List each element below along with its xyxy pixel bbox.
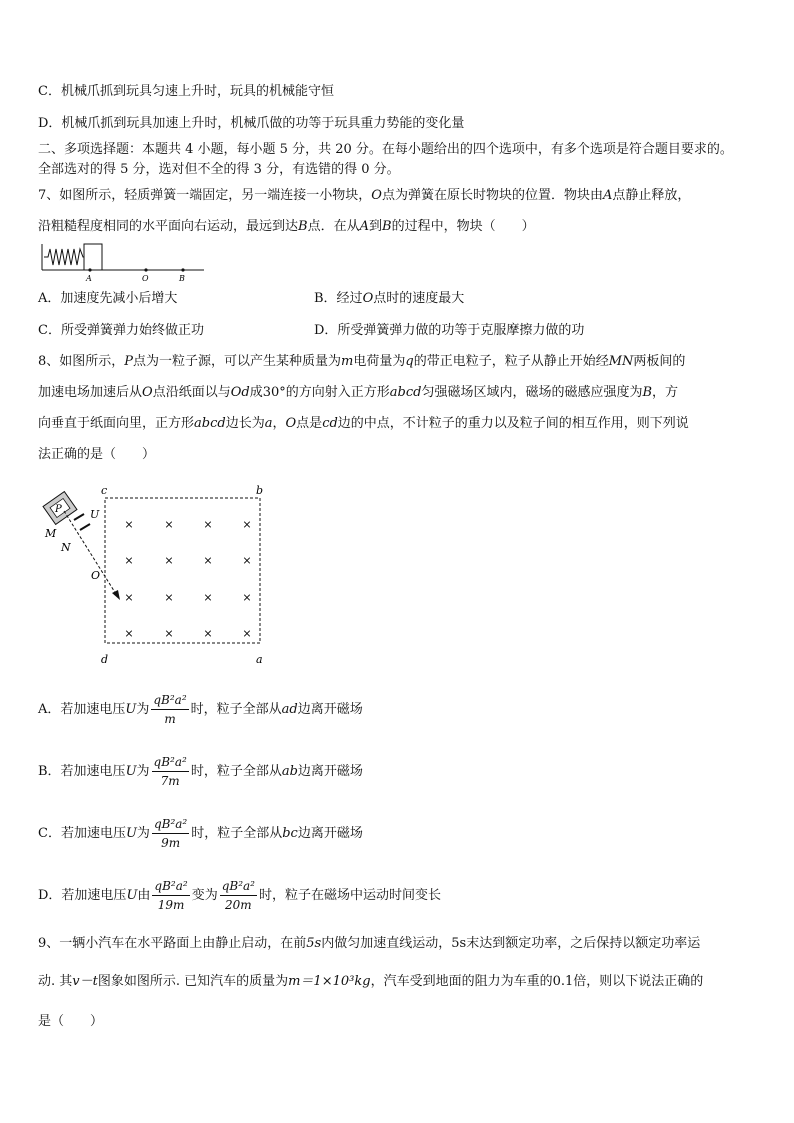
q8-option-a: A．若加速电压U为 $\frac{\text{qB²a²}}{m}$ 时，粒子全部从ad边离开磁场	[38, 693, 363, 726]
section2-instructions-line2: 全部选对的得 5 分，选对但不全的得 3 分，有选错的得 0 分。	[38, 162, 400, 177]
q8-stem-line2: 加速电场加速后从O点沿纸面以与Od成30°的方向射入正方形abcd匀强磁场区域内，磁场的磁感应强度为B，方	[38, 385, 679, 400]
q7-option-a: A．加速度先减小后增大	[38, 291, 178, 306]
section2-instructions-line1: 二、多项选择题：本题共 4 小题，每小题 5 分，共 20 分。在每小题给出的四个选项中，有多个选项是符合题目要求的。	[38, 142, 733, 157]
q8-label-a: a	[256, 653, 263, 666]
q8-field-mark: ×	[203, 554, 213, 567]
q8-label-n: N	[61, 541, 71, 554]
q7-point-b	[181, 268, 184, 271]
q7-option-b: B．经过O点时的速度最大	[314, 291, 465, 306]
q8-option-b-fraction: $\frac{\text{qB²a²}}{7m}$	[153, 755, 187, 788]
q8-plate-n	[80, 524, 90, 530]
q8-option-d: D．若加速电压U由 $\frac{\text{qB²a²}}{19m}$ 变为 $\frac{\text{qB²a²}}{20m}$ 时，粒子在磁场中运动时间变长	[38, 879, 442, 912]
q8-label-b: b	[256, 484, 264, 497]
q7-spring-figure	[38, 240, 208, 282]
q8-stem-line3: 向垂直于纸面向里，正方形abcd边长为a，O点是cd边的中点，不计粒子的重力以及粒子间的相互作用，则下列说	[38, 416, 689, 431]
q7-stem-line2: 沿粗糙程度相同的水平面向右运动，最远到达B点．在从A到B的过程中，物块（ ）	[38, 219, 535, 234]
q8-option-a-fraction: $\frac{\text{qB²a²}}{m}$	[153, 693, 187, 726]
q8-plate-m	[74, 514, 84, 520]
q9-stem-line1: 9、一辆小汽车在水平路面上由静止启动，在前5s内做匀加速直线运动，5s末达到额定功率，之后保持以额定功率运	[38, 936, 701, 951]
q7-point-o	[144, 268, 147, 271]
q7-label-a: A	[86, 274, 92, 282]
q8-field-mark: ×	[242, 554, 252, 567]
q8-stem-line4: 法正确的是（ ）	[38, 447, 156, 462]
q8-option-b: B．若加速电压U为 $\frac{\text{qB²a²}}{7m}$ 时，粒子全部从ab边离开磁场	[38, 755, 363, 788]
q8-field-mark: ×	[124, 627, 134, 640]
q7-label-o: O	[142, 274, 149, 282]
q8-field-mark: ×	[203, 591, 213, 604]
q7-block	[84, 244, 102, 270]
q8-field-mark: ×	[164, 518, 174, 531]
q8-option-c-fraction: $\frac{\text{qB²a²}}{9m}$	[153, 817, 188, 850]
q8-field-mark: ×	[242, 627, 252, 640]
q8-field-mark: ×	[242, 518, 252, 531]
q6-option-c: C．机械爪抓到玩具匀速上升时，玩具的机械能守恒	[38, 84, 334, 99]
q8-field-mark: ×	[164, 591, 174, 604]
q8-field-mark: ×	[203, 627, 213, 640]
q8-label-c: c	[101, 484, 108, 497]
q8-label-m: M	[45, 527, 57, 540]
q8-field-mark: ×	[242, 591, 252, 604]
q8-label-u: U	[90, 508, 100, 521]
q8-stem-line1: 8、如图所示，P点为一粒子源，可以产生某种质量为m电荷量为q的带正电粒子，粒子从静止开始经MN两板间的	[38, 354, 686, 369]
q7-point-a	[88, 268, 91, 271]
q7-stem-line1: 7、如图所示，轻质弹簧一端固定，另一端连接一小物块，O点为弹簧在原长时物块的位置．物块由A点静止释放，	[38, 188, 691, 203]
q6-option-d: D．机械爪抓到玩具加速上升时，机械爪做的功等于玩具重力势能的变化量	[38, 116, 465, 131]
q8-label-p: P	[55, 504, 62, 515]
q8-label-d: d	[101, 653, 109, 666]
q9-stem-line2: 动. 其v－t图象如图所示. 已知汽车的质量为m＝1×10³kg，汽车受到地面的阻力为车重的0.1倍，则以下说法正确的	[38, 974, 704, 989]
q8-magnetic-field-figure	[38, 480, 278, 670]
q8-option-d-fraction-1: $\frac{\text{qB²a²}}{19m}$	[154, 879, 188, 912]
q8-option-c: C．若加速电压U为 $\frac{\text{qB²a²}}{9m}$ 时，粒子全部从bc边离开磁场	[38, 817, 363, 850]
q7-label-b: B	[179, 274, 185, 282]
q7-option-c: C．所受弹簧弹力始终做正功	[38, 323, 204, 338]
q8-field-mark: ×	[164, 554, 174, 567]
q7-option-d: D．所受弹簧弹力做的功等于克服摩擦力做的功	[314, 323, 585, 338]
q8-option-d-fraction-2: $\frac{\text{qB²a²}}{20m}$	[221, 879, 255, 912]
q8-field-mark: ×	[124, 591, 134, 604]
q8-field-mark: ×	[164, 627, 174, 640]
q8-velocity-arrow	[112, 590, 120, 600]
q8-field-mark: ×	[203, 518, 213, 531]
q8-particle-path	[64, 511, 116, 594]
q7-spring	[44, 249, 84, 265]
q8-field-mark: ×	[124, 518, 134, 531]
q8-field-mark: ×	[124, 554, 134, 567]
q8-label-o: O	[91, 569, 101, 582]
q9-stem-line3: 是（ ）	[38, 1014, 104, 1029]
